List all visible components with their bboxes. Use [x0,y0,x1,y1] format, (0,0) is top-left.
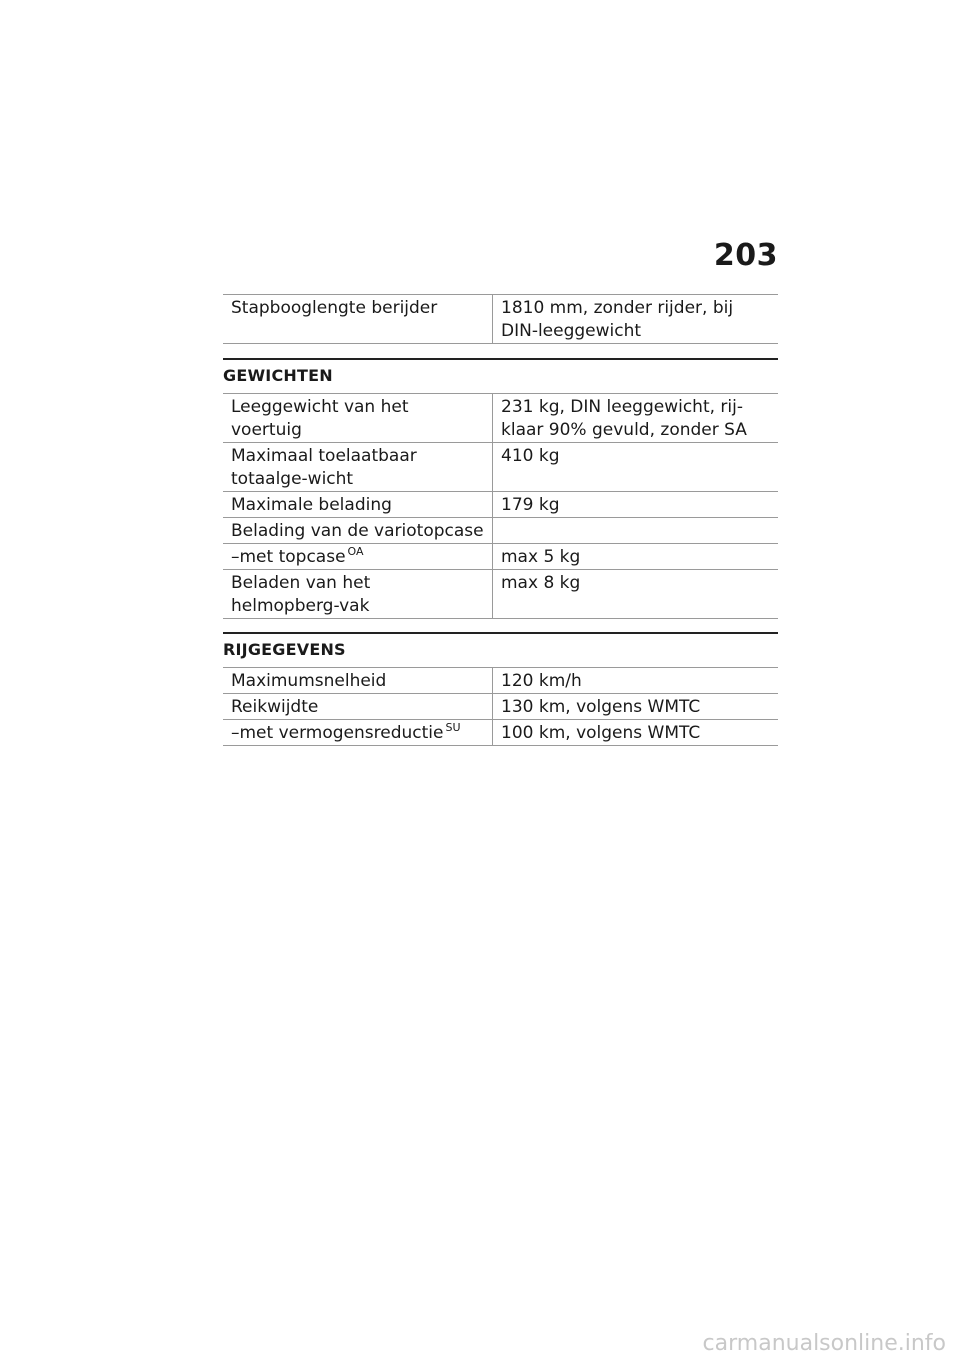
row-value: 231 kg, DIN leeggewicht, rij-klaar 90% gevuld, zonder SA [501,397,747,440]
spec-table-rijgegevens [223,667,778,746]
row-label: Leeggewicht van het voertuig [223,394,493,442]
table-row [223,668,778,694]
row-label: Maximumsnelheid [223,668,493,693]
row-value: 410 kg [501,446,560,466]
row-label [223,720,493,745]
row-label: Belading van de variotopcase [223,518,493,543]
row-label: Stapbooglengte berijder [223,295,493,343]
row-value: 100 km, volgens WMTC [501,723,701,743]
section-title-rijgegevens: RIJGEGEVENS [223,632,778,668]
table-row [223,518,778,544]
row-value: 1810 mm, zonder rijder, bij DIN-leeggewicht [501,298,734,341]
row-value: max 8 kg [501,573,581,593]
row-label: Beladen van het helmopberg-vak [223,570,493,618]
row-value [493,518,778,543]
table-row [223,694,778,720]
row-value: 130 km, volgens WMTC [501,697,701,717]
watermark-footer: carmanualsonline.info [702,1331,946,1356]
spec-table-gewichten [223,393,778,619]
table-row [223,544,778,570]
row-value: max 5 kg [501,547,581,567]
row-label: Reikwijdte [223,694,493,719]
row-label: Maximaal toelaatbaar totaalge-wicht [223,443,493,491]
table-row [223,443,778,492]
table-row [223,720,778,746]
table-row [223,492,778,518]
table-row [223,394,778,443]
row-label [223,544,493,569]
section-title-gewichten: GEWICHTEN [223,358,778,394]
table-row [223,295,778,344]
row-label-text: –met vermogensreductie [231,723,444,743]
row-label: Maximale belading [223,492,493,517]
spec-table-dimensions [223,294,778,344]
table-row [223,570,778,619]
row-label-text: –met topcase [231,547,346,567]
option-code: OA [347,545,364,559]
page-number: 203 [713,238,778,273]
row-value: 179 kg [501,495,560,515]
option-code: SU [445,721,461,735]
row-value: 120 km/h [501,671,582,691]
